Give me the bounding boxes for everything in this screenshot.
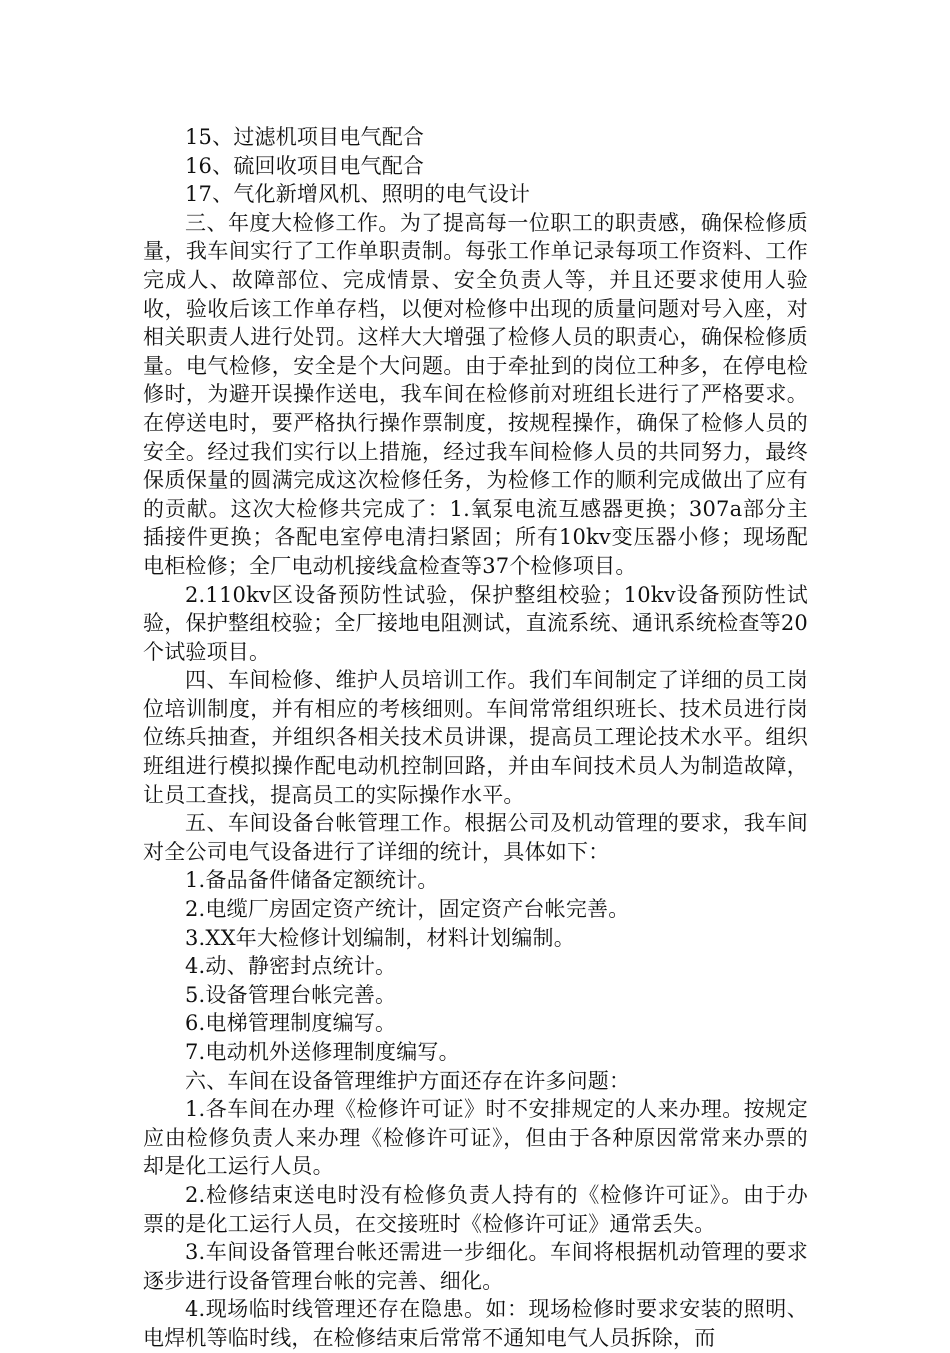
paragraph: 三、年度大检修工作。为了提高每一位职工的职责感，确保检修质量，我车间实行了工作单职责制。每张工作单记录每项工作资料、工作完成人、故障部位、完成情景、安全负责人等，并且还要求使用人验收，验收后该工作单存档，以便对检修中出现的质量问题对号入座，对相关职责人进行处罚。这样大大增强了检修人员的职责心，确保检修质量。电气检修，安全是个大问题。由于牵扯到的岗位工种多，在停电检修时，为避开误操作送电，我车间在检修前对班组长进行了严格要求。在停送电时，要严格执行操作票制度，按规程操作，确保了检修人员的安全。经过我们实行以上措施，经过我车间检修人员的共同努力，最终保质保量的圆满完成这次检修任务，为检修工作的顺利完成做出了应有的贡献。这次大检修共完成了：1.氧泵电流互感器更换；307a部分主插接件更换；各配电室停电清扫紧固；所有10kv变压器小修；现场配电柜检修；全厂电动机接线盒检查等37个检修项目。	[143, 210, 808, 578]
list-item: 2.检修结束送电时没有检修负责人持有的《检修许可证》。由于办票的是化工运行人员，在交接班时《检修许可证》通常丢失。	[143, 1182, 808, 1236]
paragraph: 15、过滤机项目电气配合	[185, 125, 425, 149]
paragraph: 17、气化新增风机、照明的电气设计	[185, 182, 531, 207]
list-item: 3.车间设备管理台帐还需进一步细化。车间将根据机动管理的要求逐步进行设备管理台帐的完善、细化。	[143, 1240, 808, 1293]
list-item: 6.电梯管理制度编写。	[185, 1011, 397, 1036]
list-item: 2.电缆厂房固定资产统计，固定资产台帐完善。	[185, 897, 630, 922]
list-item: 1.备品备件储备定额统计。	[185, 868, 439, 893]
list-item: 3.XX年大检修计划编制，材料计划编制。	[185, 925, 575, 950]
paragraph: 16、硫回收项目电气配合	[185, 153, 425, 178]
paragraph: 2.110kv区设备预防性试验，保护整组校验；10kv设备预防性试验，保护整组校验；全厂接地电阻测试，直流系统、通讯系统检查等20个试验项目。	[143, 582, 808, 664]
list-item: 4.动、静密封点统计。	[185, 954, 397, 979]
document-body	[143, 123, 808, 1353]
list-item: 1.各车间在办理《检修许可证》时不安排规定的人来办理。按规定应由检修负责人来办理《检修许可证》，但由于各种原因常常来办票的却是化工运行人员。	[143, 1097, 808, 1179]
paragraph: 五、车间设备台帐管理工作。根据公司及机动管理的要求，我车间对全公司电气设备进行了详细的统计，具体如下：	[143, 811, 808, 864]
list-item: 7.电动机外送修理制度编写。	[185, 1040, 460, 1064]
paragraph: 六、车间在设备管理维护方面还存在许多问题：	[185, 1068, 631, 1093]
paragraph: 四、车间检修、维护人员培训工作。我们车间制定了详细的员工岗位培训制度，并有相应的考核细则。车间常常组织班长、技术员进行岗位练兵抽查，并组织各相关技术员讲课，提高员工理论技术水平。组织班组进行模拟操作配电动机控制回路，并由车间技术员人为制造故障，让员工查找，提高员工的实际操作水平。	[143, 668, 808, 807]
list-item: 5.设备管理台帐完善。	[185, 982, 397, 1007]
list-item: 4.现场临时线管理还存在隐患。如：现场检修时要求安装的照明、电焊机等临时线，在检修结束后常常不通知电气人员拆除，而	[143, 1297, 808, 1350]
